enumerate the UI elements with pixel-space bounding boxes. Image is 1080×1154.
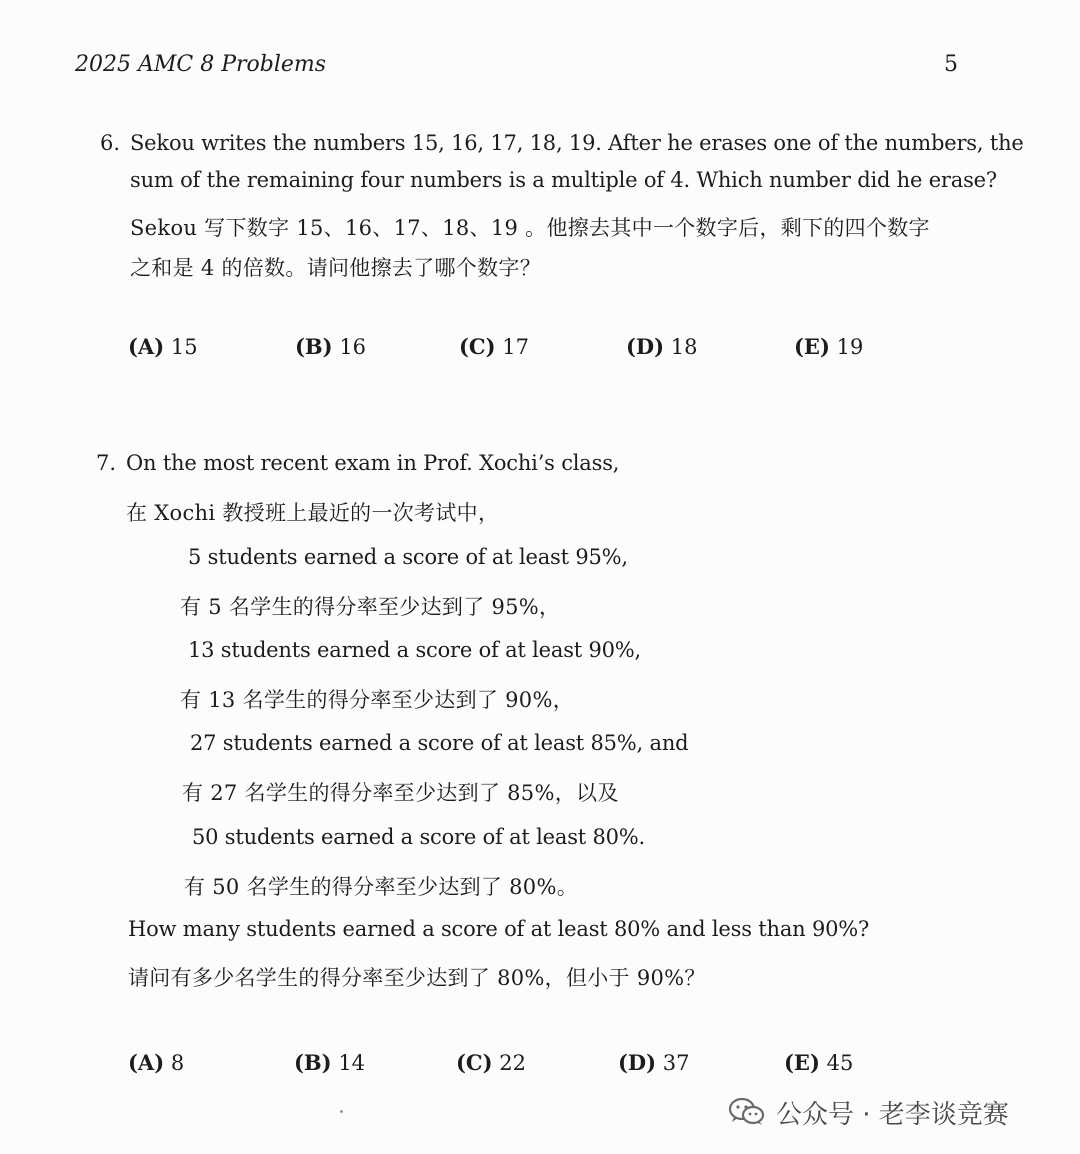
choice-value: 16 [339,335,367,359]
problem-7-item-4-translation: 有 50 名学生的得分率至少达到了 80%。 [184,875,579,899]
problem-7-item-3-translation: 有 27 名学生的得分率至少达到了 85%，以及 [182,781,619,805]
problem-6-choice-b [295,334,366,359]
problem-7-choice-d [618,1050,690,1075]
problem-7-item-4: 50 students earned a score of at least 80%. [192,825,646,849]
problem-7-item-1: 5 students earned a score of at least 95%, [188,545,628,569]
choice-letter: (B) [295,334,333,359]
choice-value: 8 [170,1051,185,1075]
problem-7-item-3: 27 students earned a score of at least 85%, and [190,731,689,755]
problem-6-choice-c [459,334,529,359]
problem-7-intro-translation: 在 Xochi 教授班上最近的一次考试中， [126,501,500,525]
problem-7-choice-e [784,1050,853,1075]
problem-6-text-line-2: sum of the remaining four numbers is a multiple of 4. Which number did he erase? [130,168,997,192]
choice-value: 37 [662,1051,690,1075]
problem-7-choice-a [128,1050,184,1075]
choice-letter: (D) [618,1050,657,1075]
problem-7-intro: On the most recent exam in Prof. Xochi’s class, [126,451,620,475]
choice-letter: (D) [626,334,665,359]
choice-value: 45 [826,1051,854,1075]
problem-7-choice-b [294,1050,365,1075]
choice-letter: (A) [128,1050,165,1075]
choice-letter: (B) [294,1050,332,1075]
problem-6-translation-line-1: Sekou 写下数字 15、16、17、18、19 。他擦去其中一个数字后，剩下的四个数字 [130,216,930,240]
choice-value: 18 [670,335,698,359]
problem-7-item-2: 13 students earned a score of at least 90%, [188,638,642,662]
problem-6-choice-d [626,334,698,359]
wechat-icon [728,1097,766,1127]
page-header-title: 2025 AMC 8 Problems [75,52,327,77]
choice-value: 19 [836,335,864,359]
choice-value: 17 [502,335,530,359]
problem-7-number: 7. [96,451,117,475]
problem-7-question: How many students earned a score of at least 80% and less than 90%? [128,917,870,941]
problem-6-number: 6. [100,131,121,155]
choice-letter: (A) [128,334,165,359]
problem-7-choice-c [456,1050,526,1075]
choice-value: 22 [499,1051,527,1075]
problem-6-translation-line-2: 之和是 4 的倍数。请问他擦去了哪个数字？ [130,256,542,280]
problem-6-text-line-1: Sekou writes the numbers 15, 16, 17, 18, 19. After he erases one of the numbers, the [130,131,1024,155]
problem-7-item-2-translation: 有 13 名学生的得分率至少达到了 90%， [180,688,575,712]
choice-letter: (E) [784,1050,820,1075]
choice-value: 15 [170,335,198,359]
problem-7-question-translation: 请问有多少名学生的得分率至少达到了 80%，但小于 90%？ [128,966,706,990]
choice-value: 14 [338,1051,366,1075]
choice-letter: (C) [459,334,496,359]
problem-6-choice-e [794,334,863,359]
choice-letter: (C) [456,1050,493,1075]
problem-7-item-1-translation: 有 5 名学生的得分率至少达到了 95%， [180,595,561,619]
page-number: 5 [944,52,958,77]
problem-6-choice-a [128,334,198,359]
watermark-text: 公众号 · 老李谈竞赛 [776,1099,1009,1130]
watermark [728,1092,1009,1132]
choice-letter: (E) [794,334,830,359]
scan-speck [340,1110,343,1113]
